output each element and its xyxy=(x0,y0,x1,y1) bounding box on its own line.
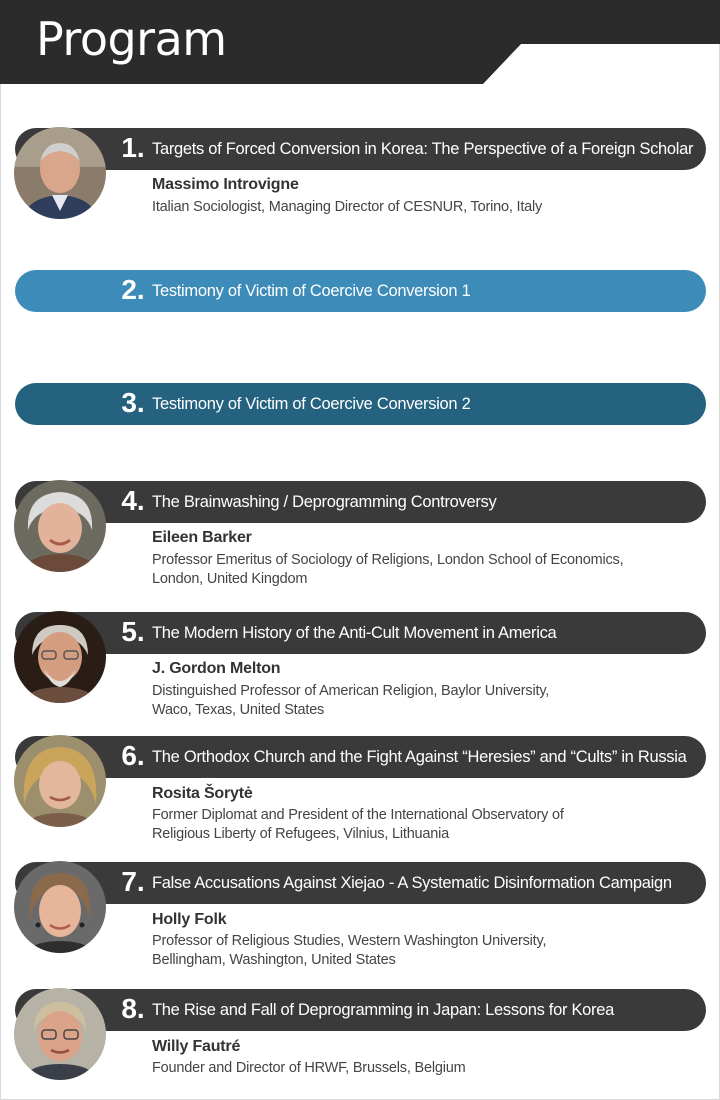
session-number: 4. xyxy=(121,485,145,516)
affiliation-line: Professor Emeritus of Sociology of Religions, London School of Economics, xyxy=(152,552,624,568)
session-1-bar xyxy=(15,128,706,170)
session-number: 2. xyxy=(121,274,145,305)
session-title: The Modern History of the Anti-Cult Movement in America xyxy=(152,624,557,642)
session-2-bar xyxy=(15,270,706,312)
affiliation-line: Former Diplomat and President of the International Observatory of xyxy=(152,807,564,823)
speaker-affiliation xyxy=(152,198,692,217)
session-number: 5. xyxy=(121,616,145,647)
speaker-name: Massimo Introvigne xyxy=(152,176,299,193)
session-title: False Accusations Against Xiejao - A Systematic Disinformation Campaign xyxy=(152,874,672,892)
session-number: 3. xyxy=(121,387,145,418)
session-number: 8. xyxy=(121,993,145,1024)
affiliation-line: Professor of Religious Studies, Western Washington University, xyxy=(152,933,547,949)
speaker-name: Eileen Barker xyxy=(152,529,252,546)
affiliation-line: Italian Sociologist, Managing Director of CESNUR, Torino, Italy xyxy=(152,199,543,215)
session-7-bar xyxy=(15,862,706,904)
speaker-photo-avatar xyxy=(14,861,106,953)
affiliation-line: London, United Kingdom xyxy=(152,571,308,587)
session-number: 1. xyxy=(121,132,145,163)
session-3-bar xyxy=(15,383,706,425)
session-title: The Brainwashing / Deprogramming Controversy xyxy=(152,493,497,511)
speaker-photo-avatar xyxy=(14,735,106,827)
session-5-bar xyxy=(15,612,706,654)
speaker-affiliation xyxy=(152,682,692,720)
page-title: Program xyxy=(36,12,227,66)
session-title: Testimony of Victim of Coercive Conversion 1 xyxy=(152,282,471,300)
affiliation-line: Waco, Texas, United States xyxy=(152,702,325,718)
speaker-affiliation xyxy=(152,551,692,589)
speaker-name: Holly Folk xyxy=(152,911,227,928)
affiliation-line: Bellingham, Washington, United States xyxy=(152,952,396,968)
speaker-name: J. Gordon Melton xyxy=(152,660,281,677)
session-number: 7. xyxy=(121,866,145,897)
session-6-bar xyxy=(15,736,706,778)
affiliation-line: Religious Liberty of Refugees, Vilnius, Lithuania xyxy=(152,826,450,842)
speaker-photo-avatar xyxy=(14,127,106,219)
session-title: The Rise and Fall of Deprogramming in Japan: Lessons for Korea xyxy=(152,1001,614,1019)
speaker-affiliation xyxy=(152,806,692,844)
session-title: Targets of Forced Conversion in Korea: The Perspective of a Foreign Scholar xyxy=(152,140,694,158)
session-4-bar xyxy=(15,481,706,523)
speaker-photo-avatar xyxy=(14,988,106,1080)
speaker-name: Willy Fautré xyxy=(152,1038,241,1055)
speaker-name: Rosita Šorytė xyxy=(152,785,253,802)
session-title: Testimony of Victim of Coercive Conversion 2 xyxy=(152,395,471,413)
affiliation-line: Founder and Director of HRWF, Brussels, Belgium xyxy=(152,1060,466,1076)
session-number: 6. xyxy=(121,740,145,771)
speaker-photo-avatar xyxy=(14,480,106,572)
speaker-affiliation xyxy=(152,932,692,970)
header-banner xyxy=(0,0,720,84)
affiliation-line: Distinguished Professor of American Religion, Baylor University, xyxy=(152,683,550,699)
speaker-photo-avatar xyxy=(14,611,106,703)
speaker-affiliation xyxy=(152,1059,692,1078)
session-8-bar xyxy=(15,989,706,1031)
session-title: The Orthodox Church and the Fight Against “Heresies” and “Cults” in Russia xyxy=(152,748,687,766)
